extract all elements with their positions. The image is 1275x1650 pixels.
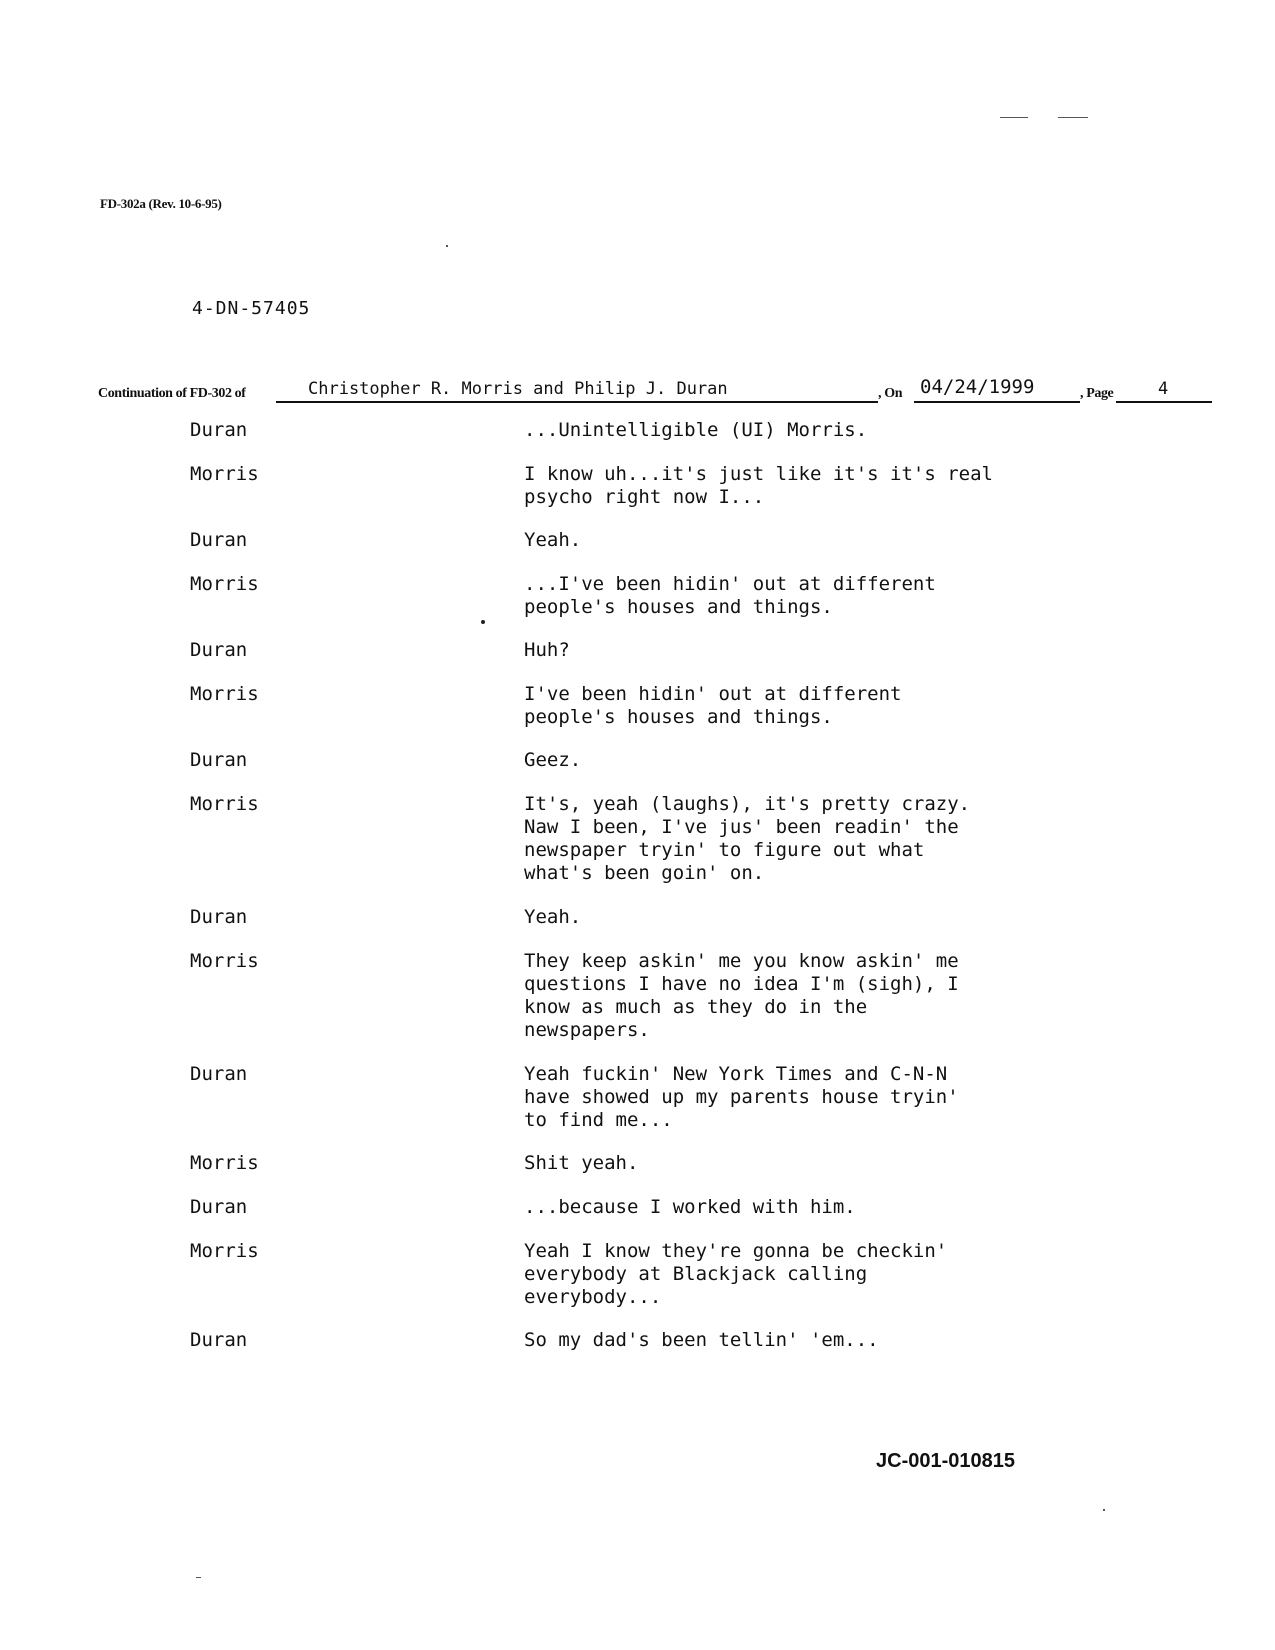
utterance-text: ...I've been hidin' out at different people's houses and things. bbox=[524, 573, 936, 618]
utterance-text: Shit yeah. bbox=[524, 1152, 639, 1174]
page-label: , Page bbox=[1080, 386, 1114, 401]
speaker-name: Morris bbox=[190, 793, 259, 815]
scan-mark bbox=[196, 1577, 201, 1578]
speaker-name: Morris bbox=[190, 950, 259, 972]
scan-speck bbox=[481, 620, 485, 624]
continuation-header bbox=[98, 376, 1169, 404]
bates-number: JC-001-010815 bbox=[876, 1450, 1015, 1472]
utterance-text: Yeah. bbox=[524, 529, 582, 551]
speaker-name: Duran bbox=[190, 1063, 248, 1085]
speaker-name: Morris bbox=[190, 683, 259, 705]
speaker-name: Duran bbox=[190, 1196, 248, 1218]
scan-speck bbox=[446, 245, 448, 247]
utterance-text: I know uh...it's just like it's it's real psycho right now I... bbox=[524, 463, 993, 508]
subject-names: Christopher R. Morris and Philip J. Duran bbox=[308, 379, 728, 399]
utterance-text: Yeah fuckin' New York Times and C-N-N have showed up my parents house tryin' to find me... bbox=[524, 1063, 959, 1131]
interview-date: 04/24/1999 bbox=[920, 376, 1035, 398]
speaker-name: Morris bbox=[190, 1152, 259, 1174]
speaker-name: Duran bbox=[190, 529, 248, 551]
speaker-name: Duran bbox=[190, 906, 248, 928]
scan-speck bbox=[1103, 1509, 1105, 1511]
page-number: 4 bbox=[1158, 379, 1169, 399]
scan-mark bbox=[1058, 117, 1088, 118]
date-rule bbox=[914, 401, 1080, 403]
utterance-text: So my dad's been tellin' 'em... bbox=[524, 1329, 879, 1351]
utterance-text: ...because I worked with him. bbox=[524, 1196, 856, 1218]
subject-rule bbox=[276, 401, 878, 403]
scan-mark bbox=[1000, 117, 1028, 118]
form-id: FD-302a (Rev. 10-6-95) bbox=[100, 196, 222, 211]
utterance-text: Huh? bbox=[524, 639, 570, 661]
utterance-text: Yeah I know they're gonna be checkin' everybody at Blackjack calling everybody... bbox=[524, 1240, 948, 1308]
utterance-text: They keep askin' me you know askin' me questions I have no idea I'm (sigh), I know as much as they do in the newspapers. bbox=[524, 950, 959, 1041]
file-number: 4-DN-57405 bbox=[192, 298, 311, 319]
utterance-text: Geez. bbox=[524, 749, 582, 771]
speaker-name: Morris bbox=[190, 463, 259, 485]
speaker-name: Duran bbox=[190, 639, 248, 661]
page-rule bbox=[1116, 401, 1212, 403]
speaker-name: Duran bbox=[190, 749, 248, 771]
utterance-text: I've been hidin' out at different people's houses and things. bbox=[524, 683, 902, 728]
utterance-text: ...Unintelligible (UI) Morris. bbox=[524, 419, 868, 441]
continuation-label: Continuation of FD-302 of bbox=[98, 386, 246, 401]
speaker-name: Duran bbox=[190, 419, 248, 441]
speaker-name: Morris bbox=[190, 573, 259, 595]
speaker-name: Morris bbox=[190, 1240, 259, 1262]
date-label: , On bbox=[878, 386, 903, 401]
utterance-text: Yeah. bbox=[524, 906, 582, 928]
speaker-name: Duran bbox=[190, 1329, 248, 1351]
utterance-text: It's, yeah (laughs), it's pretty crazy. Naw I been, I've jus' been readin' the newspaper tryin' to figure out what what's been goin' on. bbox=[524, 793, 971, 884]
